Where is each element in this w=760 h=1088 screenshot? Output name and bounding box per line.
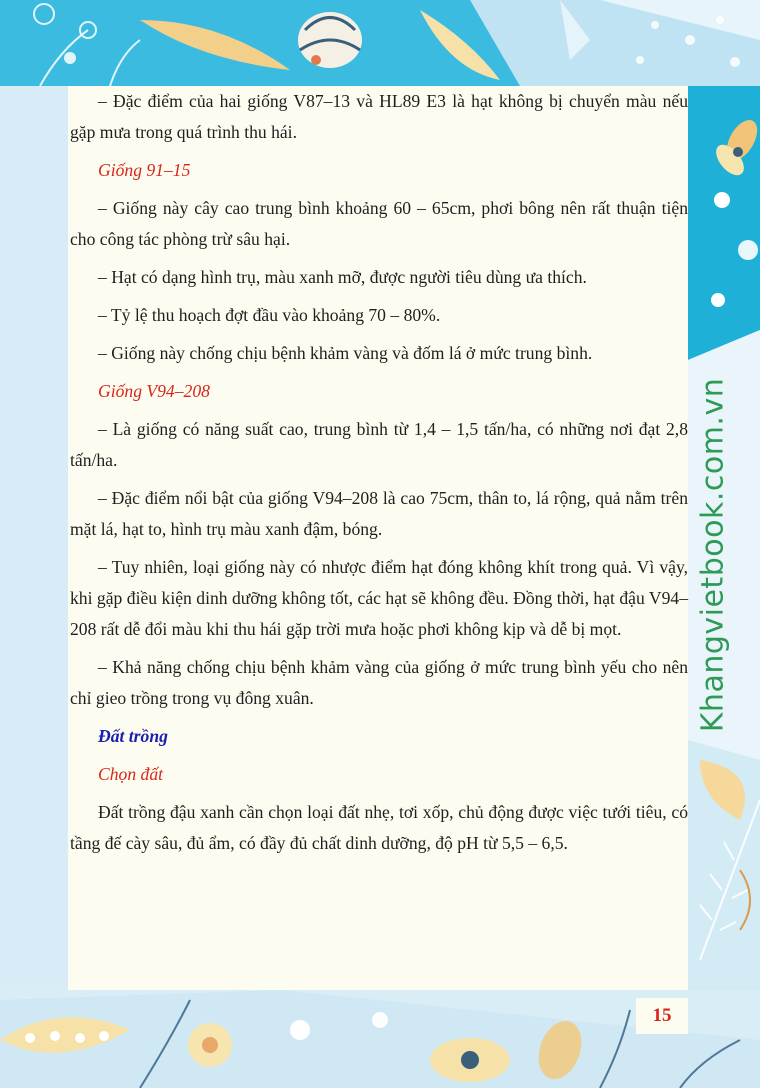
paragraph: Đất trồng đậu xanh cần chọn loại đất nhẹ, tơi xốp, chủ động được việc tưới tiêu, có tầng đế cày sâu, đủ ẩm, có đầy đủ chất dinh dưỡng, độ pH từ 5,5 – 6,5. bbox=[70, 802, 688, 853]
paragraph: – Đặc điểm nổi bật của giống V94–208 là cao 75cm, thân to, lá rộng, quả nằm trên mặt lá, hạt to, hình trụ màu xanh đậm, bóng. bbox=[70, 488, 688, 539]
paragraph: – Khả năng chống chịu bệnh khảm vàng của giống ở mức trung bình yếu cho nên chỉ gieo trồng trong vụ đông xuân. bbox=[70, 657, 688, 708]
page-number: 15 bbox=[636, 998, 688, 1034]
paragraph: – Tỷ lệ thu hoạch đợt đầu vào khoảng 70 – 80%. bbox=[98, 305, 441, 325]
paragraph: – Giống này chống chịu bệnh khảm vàng và đốm lá ở mức trung bình. bbox=[98, 343, 593, 363]
paragraph: – Là giống có năng suất cao, trung bình từ 1,4 – 1,5 tấn/ha, có những nơi đạt 2,8 tấn/ha. bbox=[70, 419, 688, 470]
paragraph: – Hạt có dạng hình trụ, màu xanh mỡ, được người tiêu dùng ưa thích. bbox=[98, 267, 587, 287]
subheading-giong-91-15: Giống 91–15 bbox=[98, 160, 191, 180]
watermark-text: Khangvietbook.com.vn bbox=[695, 377, 731, 733]
subheading-chon-dat: Chọn đất bbox=[98, 764, 164, 784]
flower-icon bbox=[298, 12, 362, 68]
paragraph: – Giống này cây cao trung bình khoảng 60 – 65cm, phơi bông nên rất thuận tiện cho công tác phòng trừ sâu hại. bbox=[70, 198, 688, 249]
subheading-giong-v94-208: Giống V94–208 bbox=[98, 381, 210, 401]
section-heading-dat-trong: Đất trồng bbox=[98, 726, 168, 746]
paragraph: – Đặc điểm của hai giống V87–13 và HL89 E3 là hạt không bị chuyển màu nếu gặp mưa trong quá trình thu hái. bbox=[70, 91, 688, 142]
main-text bbox=[70, 86, 688, 866]
paragraph: – Tuy nhiên, loại giống này có nhược điểm hạt đóng không khít trong quả. Vì vậy, khi gặp điều kiện dinh dưỡng không tốt, các hạt sẽ không đều. Đồng thời, hạt đậu V94–208 rất dễ đổi màu khi thu hái gặp trời mưa hoặc phơi không kịp và dễ bị mọt. bbox=[70, 557, 688, 639]
